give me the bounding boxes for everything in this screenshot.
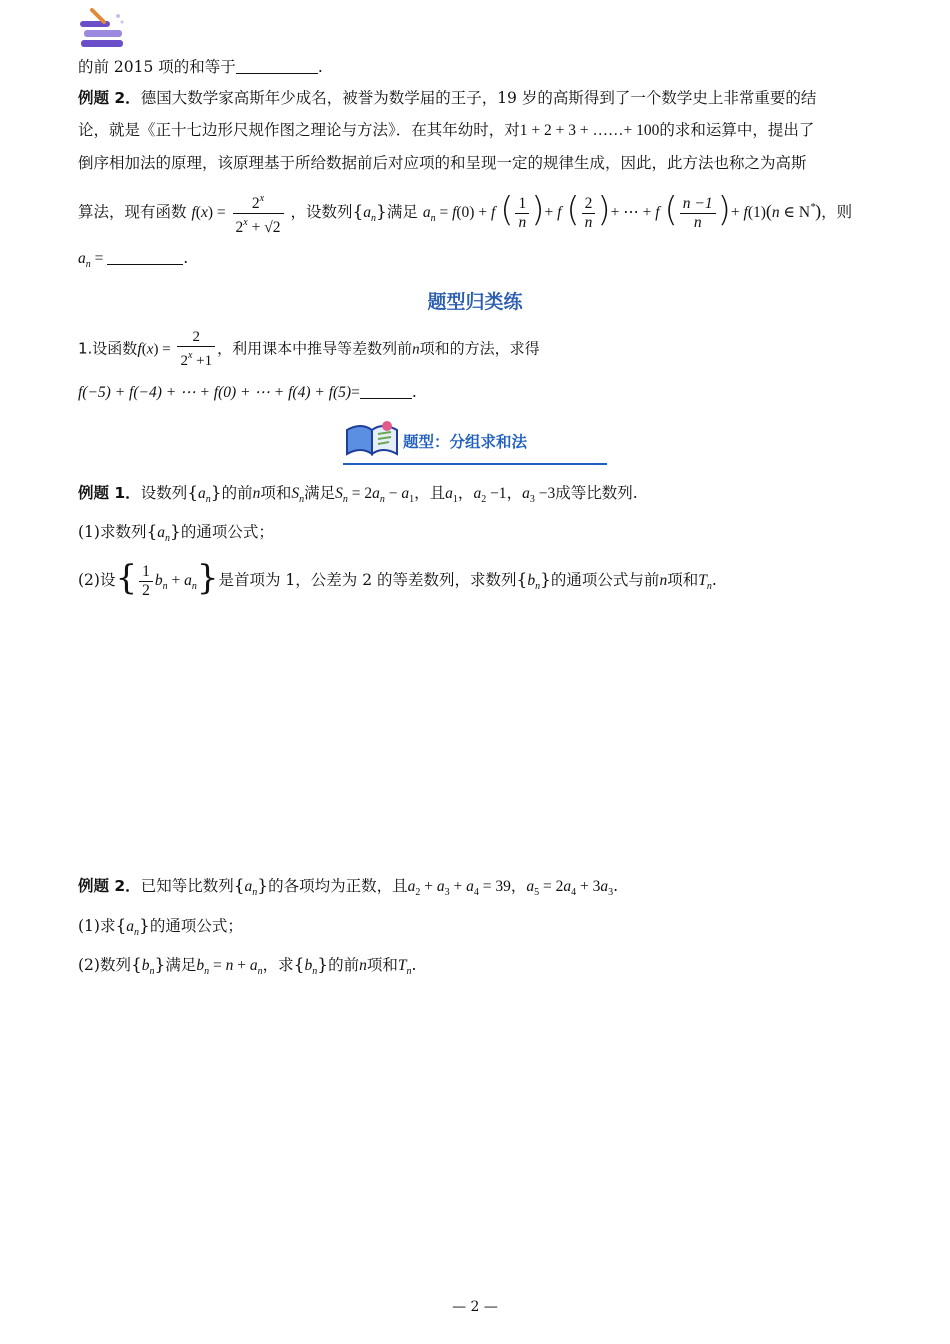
section-title: 题型归类练	[427, 291, 523, 313]
text: 的通项公式；	[180, 523, 274, 541]
answer-blank	[360, 398, 412, 399]
text: .	[411, 383, 417, 401]
text: (2)数列	[78, 956, 131, 974]
group-example-2-q1: (1)求$\{a_n\}$的通项公式；	[78, 916, 243, 938]
text: 项和	[366, 956, 398, 974]
text: 的前	[328, 956, 360, 974]
group-example-1-line-1: 例题 1．设数列$\{a_n\}$的前n项和$S_n$满足$S_n = 2a_n - a_1$，且$a_1$，$a_2 -1$，$a_3 -3$成等比数列.	[78, 483, 638, 505]
text: .	[317, 58, 323, 76]
text: 的前	[221, 484, 253, 502]
example-2-line-2	[78, 120, 814, 141]
group-example-1-q1: (1)求数列$\{a_n\}$的通项公式；	[78, 522, 274, 544]
text: 项和	[667, 571, 699, 589]
text: (1)求	[78, 917, 116, 935]
text: ，	[506, 484, 523, 502]
example-2-line-1	[78, 88, 816, 108]
text: 是首项为 1，公差为 2 的等差数列，求数列	[218, 571, 517, 589]
fraction: $\frac{2^x}{2^x + √2}$	[233, 190, 284, 237]
text: 项和的方法，求得	[419, 339, 540, 358]
example-label: 例题 2．	[78, 89, 141, 107]
text: 满足	[386, 203, 418, 221]
fraction: $\frac{2}{2^x +1}$	[177, 328, 215, 370]
text: ，	[510, 877, 527, 895]
group-example-2-q2: (2)数列$\{b_n\}$满足$b_n = n + a_n$，求$\{b_n\}$的前n项和$T_n$.	[78, 955, 417, 977]
group-example-1-q2: (2)设{ $\frac{1}{2}$ $b_n + a_n$}是首项为 1，公差为 2 的等差数列，求数列$\{b_n\}$的通项公式与前n项和$T_n$.	[78, 558, 717, 599]
practice-1-line-1: 1.设函数f(x) = $\frac{2}{2^x +1}$ ，利用课本中推导等差数列前n项和的方法，求得	[78, 329, 540, 369]
text: 倒序相加法的原理，该原理基于所给数据前后对应项的和呈现一定的规律生成，因此，此方法也称之为高斯	[78, 154, 807, 172]
text: 1.设函数	[78, 339, 138, 358]
example-2-line-5: $a_n$ = .	[78, 249, 189, 270]
page-number: — 2 —	[452, 1299, 498, 1315]
example-label: 例题 1．	[78, 484, 141, 502]
text: 项和	[260, 484, 292, 502]
example-label: 例题 2．	[78, 877, 141, 895]
text: ，利用课本中推导等差数列前	[217, 339, 413, 358]
example-2-line-3	[78, 153, 807, 173]
banner-underline	[343, 463, 607, 465]
text: 的求和运算中，提出了	[659, 121, 815, 139]
answer-blank	[107, 264, 183, 265]
text: ，则	[821, 203, 853, 221]
stacked-books-pencil-icon	[78, 8, 128, 50]
text: 论，就是《正十七边形尺规作图之理论与方法》．在其年幼时，对	[78, 121, 520, 139]
text: 德国大数学家高斯年少成名，被誉为数学届的王子，19 岁的高斯得到了一个数学史上非常重要的结	[140, 89, 817, 107]
text: 设数列	[140, 484, 188, 502]
practice-1-line-2: f(−5) + f(−4) + ⋯ + f(0) + ⋯ + f(4) + f(5)= .	[78, 383, 417, 401]
group-example-2-line-1: 例题 2．已知等比数列$\{a_n\}$的各项均为正数，且$a_2 + a_3 + a_4 = 39$，$a_5 = 2a_4 + 3a_3$.	[78, 876, 619, 898]
text: 的各项均为正数，且	[268, 877, 408, 895]
answer-blank	[236, 73, 318, 74]
sum-expression: 1 + 2 + 3 + ……+ 100	[519, 122, 660, 139]
function-sum-expression: f(−5) + f(−4) + ⋯ + f(0) + ⋯ + f(4) + f(5)	[78, 384, 352, 401]
text: 满足	[304, 484, 336, 502]
text: 的通项公式；	[149, 917, 243, 935]
text: .	[613, 877, 619, 895]
section-banner	[343, 418, 607, 466]
example-2-line-4: 算法，现有函数 f(x) = $\frac{2^x}{2^x + √2}$ ，设数列$\{a_n\}$满足 $a_n = f(0) + f$ ( $\frac{1}{n}$ )+ f ( $\frac{2}{n}$ )+ ⋯ + f ( $\frac{n -1}{n}$ )+ f(1)(n ∈ N*)，则	[78, 190, 853, 236]
open-book-icon	[343, 418, 401, 458]
text: ，且	[414, 484, 446, 502]
text: 的通项公式与前	[550, 571, 660, 589]
text: 的前 2015 项的和等于	[78, 58, 236, 76]
text: .	[711, 571, 717, 589]
text: 满足	[165, 956, 197, 974]
text: (2)设	[78, 571, 116, 589]
n-variable: n	[412, 341, 420, 358]
text: .	[183, 249, 189, 267]
text: 算法，现有函数	[78, 203, 187, 221]
text: 成等比数列.	[555, 484, 638, 502]
intro-line	[78, 57, 323, 77]
text: ，求	[262, 956, 294, 974]
text: (1)求数列	[78, 523, 147, 541]
function-f-definition: f	[191, 204, 196, 221]
banner-label: 题型：分组求和法	[403, 433, 528, 451]
text: .	[411, 956, 417, 974]
text: ，设数列	[290, 203, 353, 221]
a-n: $a_n$	[78, 250, 91, 270]
text: 已知等比数列	[140, 877, 234, 895]
text: ，	[457, 484, 474, 502]
